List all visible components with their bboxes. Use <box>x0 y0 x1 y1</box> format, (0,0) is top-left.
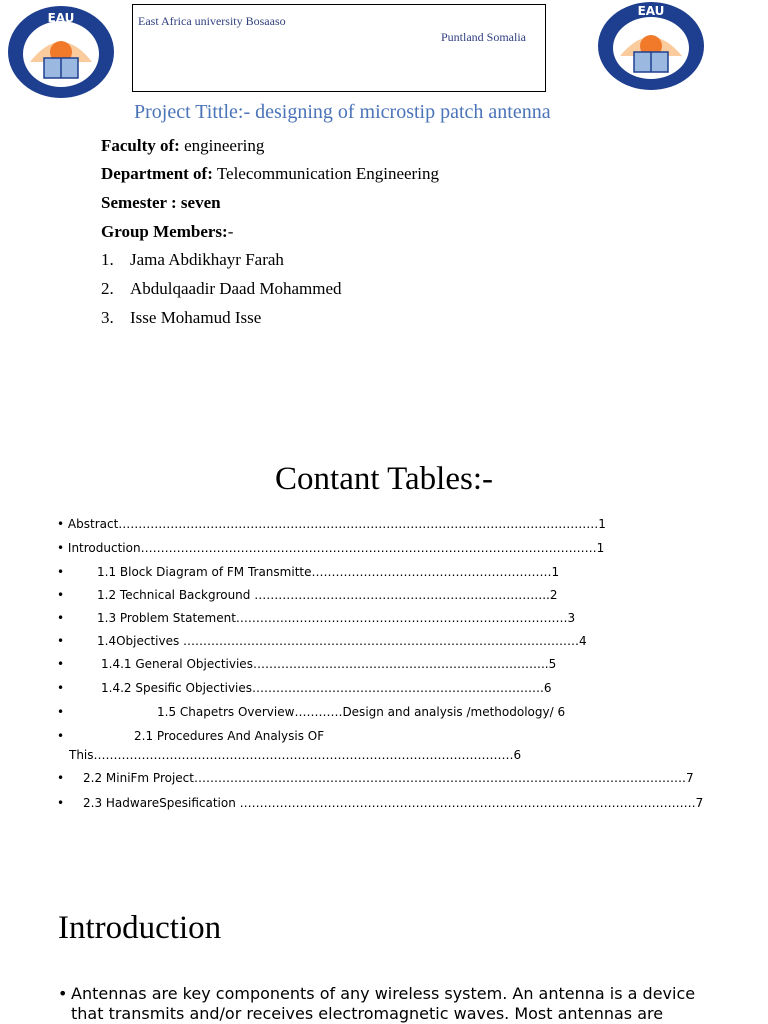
faculty-value: engineering <box>184 136 265 155</box>
bullet-icon: • <box>57 771 65 785</box>
intro-line <box>58 1004 718 1024</box>
bullet-icon: • <box>57 611 65 625</box>
toc-item <box>57 517 606 531</box>
semester-text: Semester : seven <box>101 193 221 212</box>
university-name: East Africa university Bosaaso <box>138 14 286 28</box>
toc-item-text: 1.4.2 Spesific Objectivies……………………………………………………………….6 <box>101 681 552 695</box>
bullet-icon: • <box>57 657 65 671</box>
svg-text:EAU: EAU <box>47 11 75 25</box>
toc-title: Contant Tables:- <box>275 461 493 497</box>
faculty-line <box>101 136 264 156</box>
bullet-icon: • <box>58 984 68 1003</box>
toc-item-continuation <box>69 748 521 762</box>
bullet-icon: • <box>57 634 65 648</box>
semester-line <box>101 193 221 213</box>
toc-item <box>57 565 559 579</box>
member-name: Jama Abdikhayr Farah <box>130 250 284 269</box>
toc-item-text: 1.4Objectives ………………………………………………………………………………………4 <box>97 634 587 648</box>
toc-item <box>57 541 604 555</box>
toc-item <box>57 634 587 648</box>
toc-item-text: 1.2 Technical Background ………………………………………………………………..2 <box>97 588 558 602</box>
toc-item <box>57 611 575 625</box>
toc-item <box>57 729 324 743</box>
project-title: Project Tittle:- designing of microstip patch antenna <box>134 101 551 123</box>
member-number: 2. <box>101 279 114 298</box>
toc-item-text: 1.5 Chapetrs Overview…………Design and analysis /methodology/ 6 <box>157 705 566 719</box>
introduction-heading: Introduction <box>58 910 222 946</box>
toc-item-text: 1.3 Problem Statement…………..……………………………………………………………3 <box>97 611 576 625</box>
svg-text:EAU: EAU <box>637 4 665 18</box>
member-number: 1. <box>101 250 114 269</box>
bullet-icon: • <box>57 517 65 531</box>
toc-item-text: Abstract…………………………………………………………………………………………………………1 <box>67 517 606 531</box>
bullet-icon: • <box>57 565 65 579</box>
group-members-line <box>101 222 233 242</box>
toc-item-text: 1.1 Block Diagram of FM Transmitte……………………………………………………1 <box>97 565 560 579</box>
group-members-label: Group Members: <box>101 222 228 241</box>
department-line <box>101 164 439 184</box>
toc-item <box>57 771 694 785</box>
group-members-suffix: - <box>227 222 234 241</box>
toc-item-text: 2.2 MiniFm Project……………………………………………………………………………………………………………7 <box>83 771 694 785</box>
toc-item-text: 2.1 Procedures And Analysis OF <box>134 729 325 743</box>
toc-item <box>57 681 551 695</box>
bullet-icon: • <box>57 588 65 602</box>
intro-line-text: that transmits and/or receives electromagnetic waves. Most antennas are <box>71 1004 664 1023</box>
member-name: Abdulqaadir Daad Mohammed <box>130 279 342 298</box>
bullet-icon: • <box>57 541 65 555</box>
toc-item <box>57 588 557 602</box>
intro-line-text: Antennas are key components of any wireless system. An antenna is a device <box>71 984 696 1003</box>
department-label: Department of: <box>101 164 213 183</box>
bullet-icon: • <box>57 681 65 695</box>
department-value: Telecommunication Engineering <box>216 164 439 183</box>
toc-item-text: 1.4.1 General Objectivies………………………………………………………………..5 <box>101 657 557 671</box>
toc-item <box>57 657 556 671</box>
bullet-icon: • <box>57 705 65 719</box>
member-name: Isse Mohamud Isse <box>130 308 262 327</box>
university-logo-left <box>6 4 116 100</box>
toc-item-text: 2.3 HadwareSpesification ……………………………………………………………………………………………………7 <box>83 796 704 810</box>
header-box <box>132 4 546 92</box>
introduction-paragraph <box>58 984 718 1024</box>
member-item <box>101 308 261 328</box>
university-logo-right <box>596 0 706 96</box>
faculty-label: Faculty of: <box>101 136 180 155</box>
bullet-icon: • <box>57 796 65 810</box>
intro-line <box>58 984 718 1004</box>
bullet-icon: • <box>57 729 65 743</box>
member-number: 3. <box>101 308 114 327</box>
toc-item-text: This……………………………………………………………………………………………6 <box>69 748 522 762</box>
university-location: Puntland Somalia <box>441 30 526 44</box>
toc-item-text: Introduction……………………………………………………………………………………………………1 <box>67 541 605 555</box>
toc-item <box>57 705 565 719</box>
member-item <box>101 279 342 299</box>
toc-item <box>57 796 703 810</box>
member-item <box>101 250 284 270</box>
